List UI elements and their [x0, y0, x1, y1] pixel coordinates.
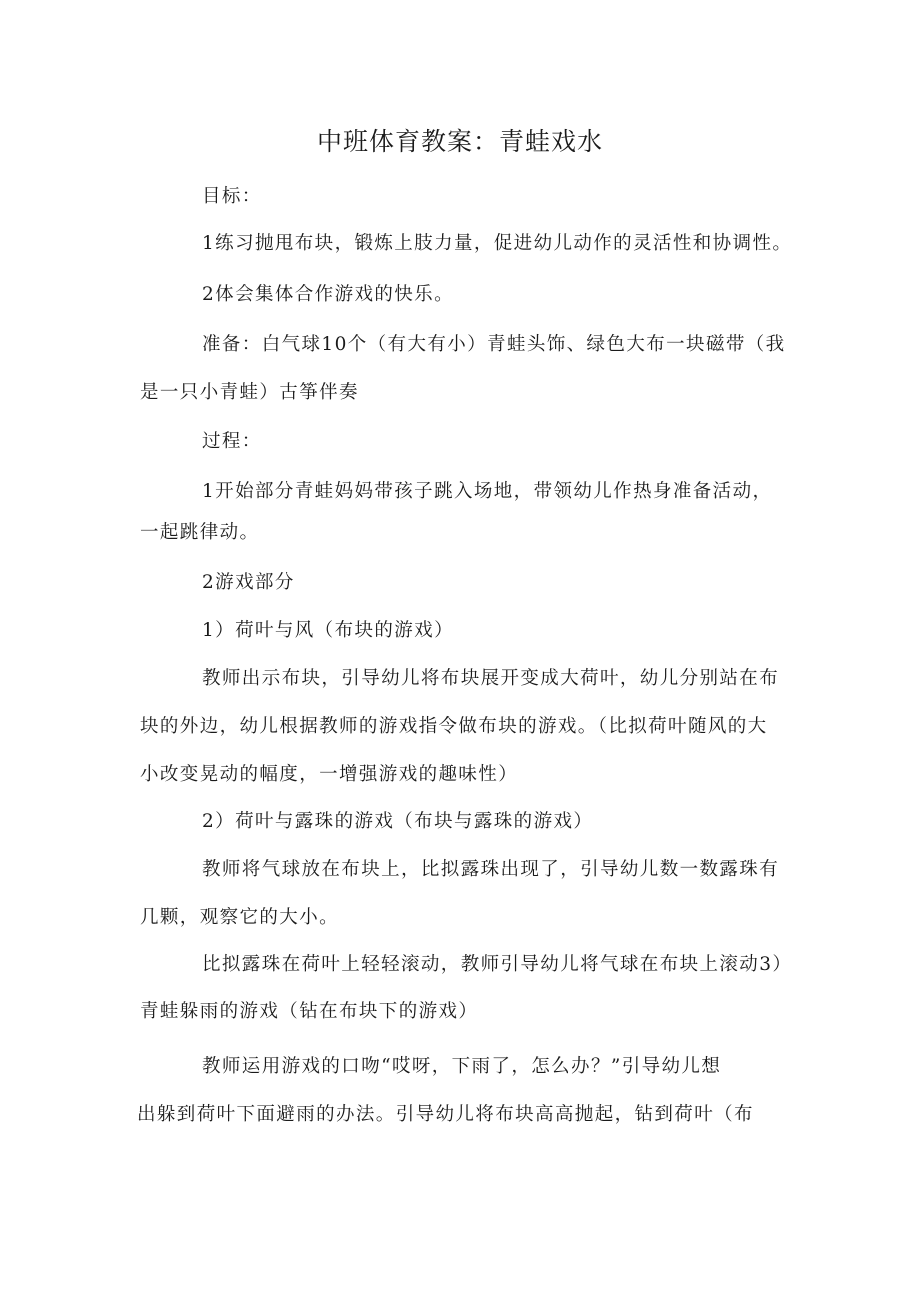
text-line: 小改变晃动的幅度，一增强游戏的趣味性）: [140, 764, 519, 785]
text-line: 教师出示布块，引导幼儿将布块展开变成大荷叶，幼儿分别站在布: [202, 668, 780, 689]
text-line: 2）荷叶与露珠的游戏（布块与露珠的游戏）: [202, 811, 594, 832]
text-line: 2游戏部分: [202, 572, 295, 593]
text-line: 是一只小青蛙）古筝伴奏: [140, 382, 359, 403]
text-line: 2体会集体合作游戏的快乐。: [202, 284, 454, 305]
text-line: 块的外边，幼儿根据教师的游戏指令做布块的游戏。（比拟荷叶随风的大: [140, 716, 768, 737]
text-line: 1）荷叶与风（布块的游戏）: [202, 620, 454, 641]
text-line: 几颗，观察它的大小。: [140, 907, 340, 928]
text-line: 教师将气球放在布块上，比拟露珠出现了，引导幼儿数一数露珠有: [202, 859, 780, 880]
text-line: 一起跳律动。: [140, 522, 260, 543]
text-line: 教师运用游戏的口吻“哎呀，下雨了，怎么办？”引导幼儿想: [202, 1056, 722, 1077]
text-line: 青蛙躲雨的游戏（钻在布块下的游戏）: [140, 1001, 479, 1022]
text-line: 目标：: [202, 186, 262, 207]
text-line: 1练习抛甩布块，锻炼上肢力量，促进幼儿动作的灵活性和协调性。: [202, 233, 793, 254]
page-title: 中班体育教案：青蛙戏水: [316, 127, 603, 156]
text-line: 出躲到荷叶下面避雨的办法。引导幼儿将布块高高抛起，钻到荷叶（布: [137, 1104, 754, 1125]
text-line: 比拟露珠在荷叶上轻轻滚动，教师引导幼儿将气球在布块上滚动3）: [202, 954, 793, 975]
text-line: 1开始部分青蛙妈妈带孩子跳入场地，带领幼儿作热身准备活动，: [202, 481, 773, 502]
text-line: 过程：: [202, 431, 262, 452]
text-line: 准备：白气球10个（有大有小）青蛙头饰、绿色大布一块磁带（我: [202, 334, 786, 355]
